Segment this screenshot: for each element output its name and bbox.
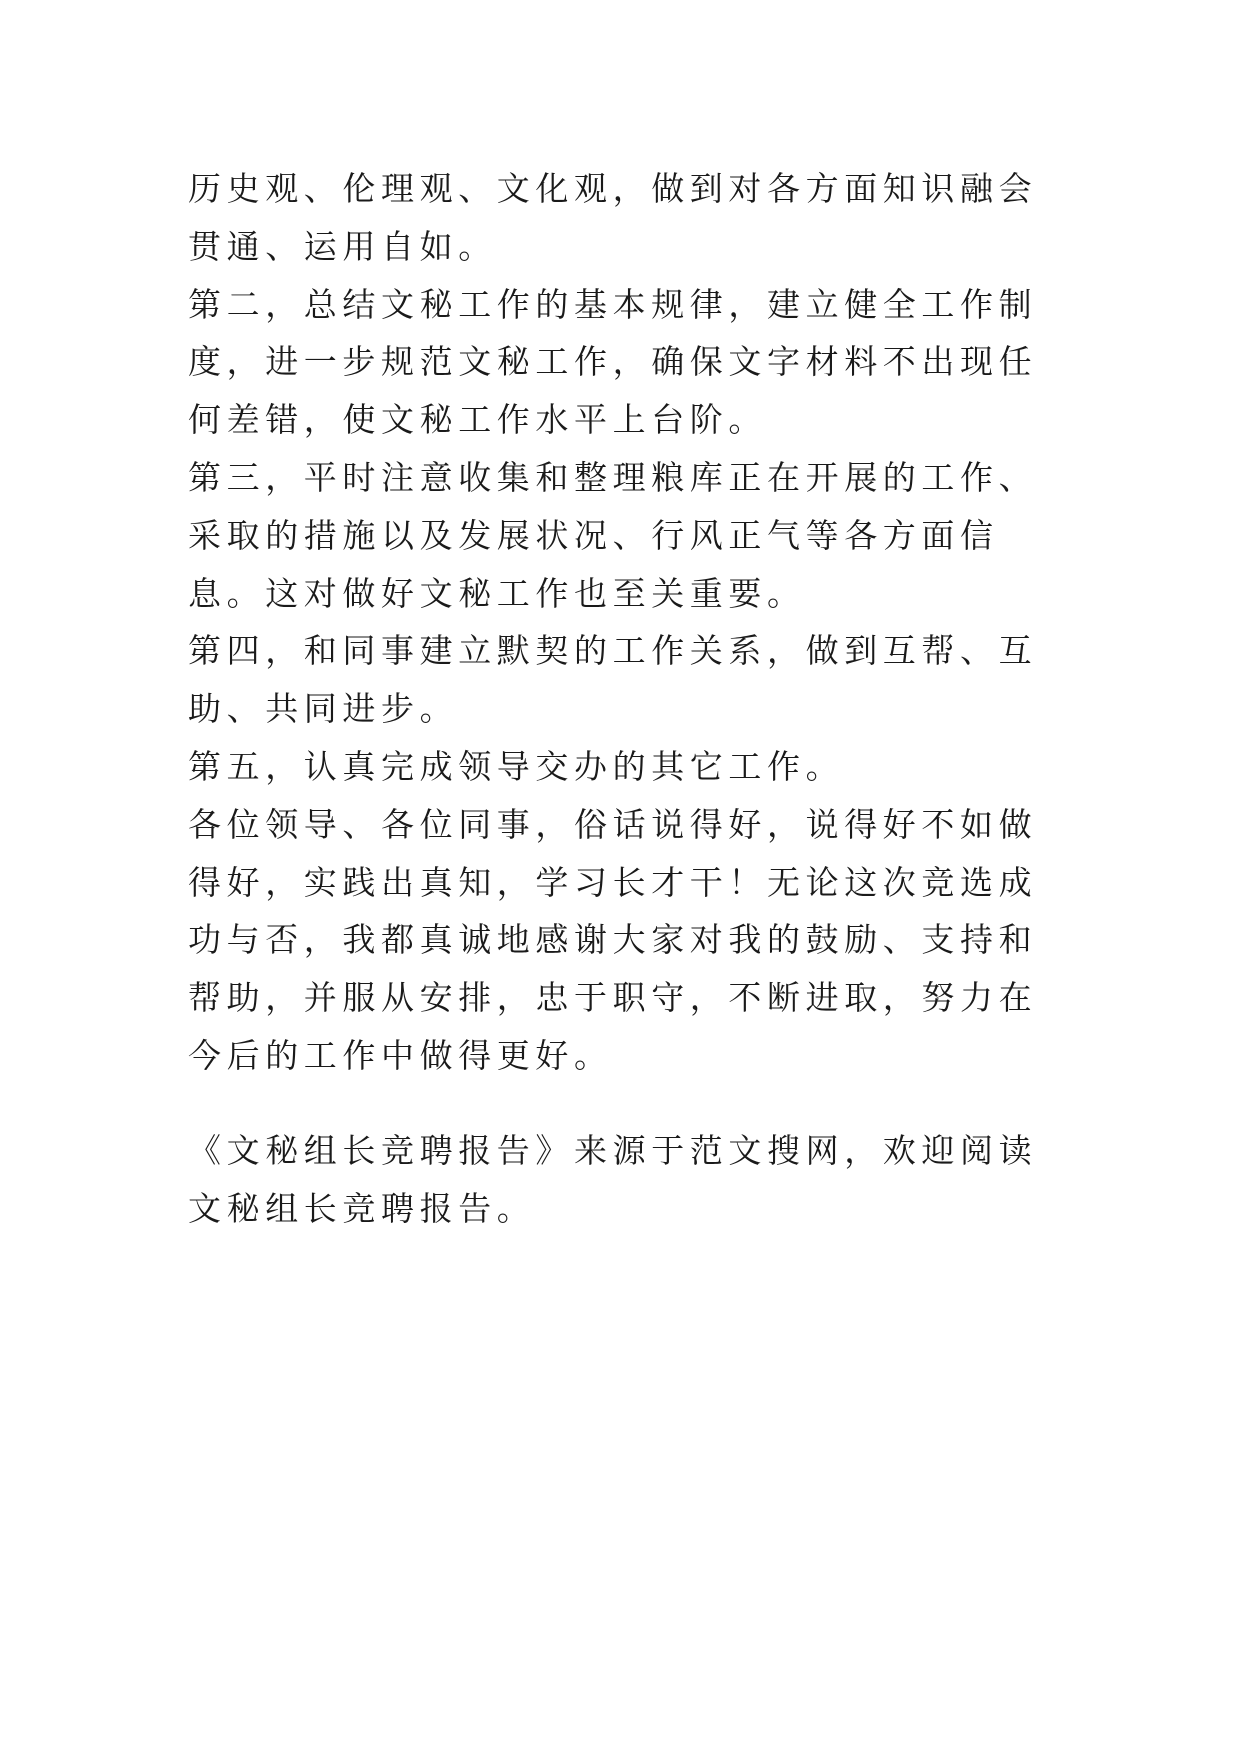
paragraph-point-five: 第五，认真完成领导交办的其它工作。	[188, 746, 845, 786]
paragraph-point-four: 第四，和同事建立默契的工作关系，做到互帮、互助、共同进步。	[188, 631, 1038, 729]
source-note-text: 《文秘组长竞聘报告》来源于范文搜网，欢迎阅读文秘组长竞聘报告。	[188, 1131, 1038, 1228]
source-note	[188, 1122, 1058, 1238]
paragraph-continuation: 历史观、伦理观、文化观，做到对各方面知识融会贯通、运用自如。	[188, 169, 1038, 266]
paragraph-point-two: 第二，总结文秘工作的基本规律，建立健全工作制度，进一步规范文秘工作，确保文字材料不出现任何差错，使文秘工作水平上台阶。	[188, 284, 1038, 440]
paragraph-closing: 各位领导、各位同事，俗话说得好，说得好不如做得好，实践出真知，学习长才干！无论这次竞选成功与否，我都真诚地感谢大家对我的鼓励、支持和帮助，并服从安排，忠于职守，不断进取，努力在今后的工作中做得更好。	[188, 804, 1038, 1075]
paragraph-point-three: 第三，平时注意收集和整理粮库正在开展的工作、采取的措施以及发展状况、行风正气等各方面信息。这对做好文秘工作也至关重要。	[188, 457, 1038, 613]
document-body	[188, 160, 1058, 1085]
